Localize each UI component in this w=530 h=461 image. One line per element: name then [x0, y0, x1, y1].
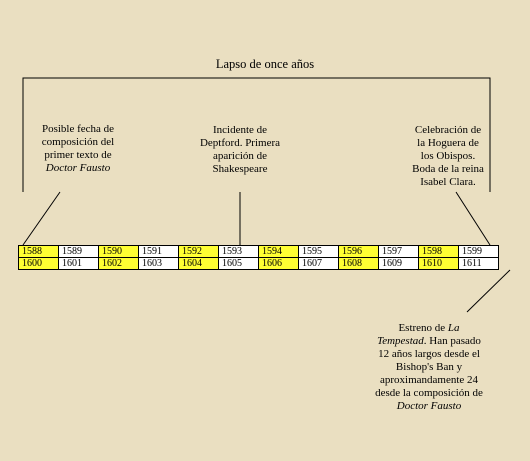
year-cell: 1608 — [339, 258, 379, 270]
year-cell: 1593 — [219, 246, 259, 258]
note-tempestad-post2: . Han pasado — [423, 335, 481, 347]
year-cell: 1602 — [99, 258, 139, 270]
note-faustus-line3: primer texto de — [44, 149, 112, 161]
note-hoguera-line1: Celebración de — [414, 124, 482, 136]
year-cell: 1592 — [179, 246, 219, 258]
note-hoguera-line3: los Obispos. — [420, 150, 476, 162]
pointer-faustus — [23, 192, 60, 245]
pointer-hoguera — [456, 192, 490, 245]
note-hoguera-line2: la Hoguera de — [417, 137, 479, 149]
diagram-title: Lapso de once años — [215, 57, 315, 71]
year-cell: 1594 — [259, 246, 299, 258]
year-cell: 1590 — [99, 246, 139, 258]
year-cell: 1597 — [379, 246, 419, 258]
note-deptford — [185, 124, 295, 176]
year-cell: 1595 — [299, 246, 339, 258]
note-tempestad-italic2: Tempestad — [377, 335, 424, 347]
year-cell: 1603 — [139, 258, 179, 270]
year-cell: 1609 — [379, 258, 419, 270]
note-tempestad-italic3: Doctor Fausto — [396, 400, 462, 412]
note-deptford-line4: Shakespeare — [212, 163, 268, 175]
year-cell: 1605 — [219, 258, 259, 270]
year-cell: 1600 — [19, 258, 59, 270]
note-tempestad-line4: Bishop's Ban y — [395, 361, 463, 373]
year-row-1600 — [19, 258, 499, 270]
note-hoguera — [398, 124, 498, 189]
note-faustus — [18, 123, 138, 175]
year-cell: 1599 — [459, 246, 499, 258]
note-tempestad-line6: desde la composición de — [375, 387, 483, 399]
year-row-1588 — [19, 246, 499, 258]
note-faustus-line1: Posible fecha de — [41, 123, 115, 135]
year-cell: 1598 — [419, 246, 459, 258]
note-hoguera-line5: Isabel Clara. — [420, 176, 476, 188]
note-tempestad-pre: Estreno de — [398, 322, 448, 334]
year-cell: 1588 — [19, 246, 59, 258]
note-hoguera-line4: Boda de la reina — [412, 163, 484, 175]
year-cell: 1611 — [459, 258, 499, 270]
note-tempestad-line5: aproximandamente 24 — [379, 374, 479, 386]
year-cell: 1604 — [179, 258, 219, 270]
year-cell: 1610 — [419, 258, 459, 270]
year-cell: 1601 — [59, 258, 99, 270]
note-faustus-line2: composición del — [41, 136, 115, 148]
year-cell: 1606 — [259, 258, 299, 270]
year-cell: 1591 — [139, 246, 179, 258]
note-deptford-line3: aparición de — [212, 150, 268, 162]
note-tempestad-line3: 12 años largos desde el — [378, 348, 480, 360]
year-cell: 1607 — [299, 258, 339, 270]
note-tempestad — [356, 322, 502, 413]
note-tempestad-italic1: La — [447, 322, 460, 334]
year-cell: 1589 — [59, 246, 99, 258]
year-cell: 1596 — [339, 246, 379, 258]
pointer-tempestad — [467, 270, 510, 312]
note-deptford-line1: Incidente de — [212, 124, 268, 136]
note-faustus-title: Doctor Fausto — [45, 162, 111, 174]
note-deptford-line2: Deptford. Primera — [199, 137, 281, 149]
year-table — [18, 245, 499, 270]
